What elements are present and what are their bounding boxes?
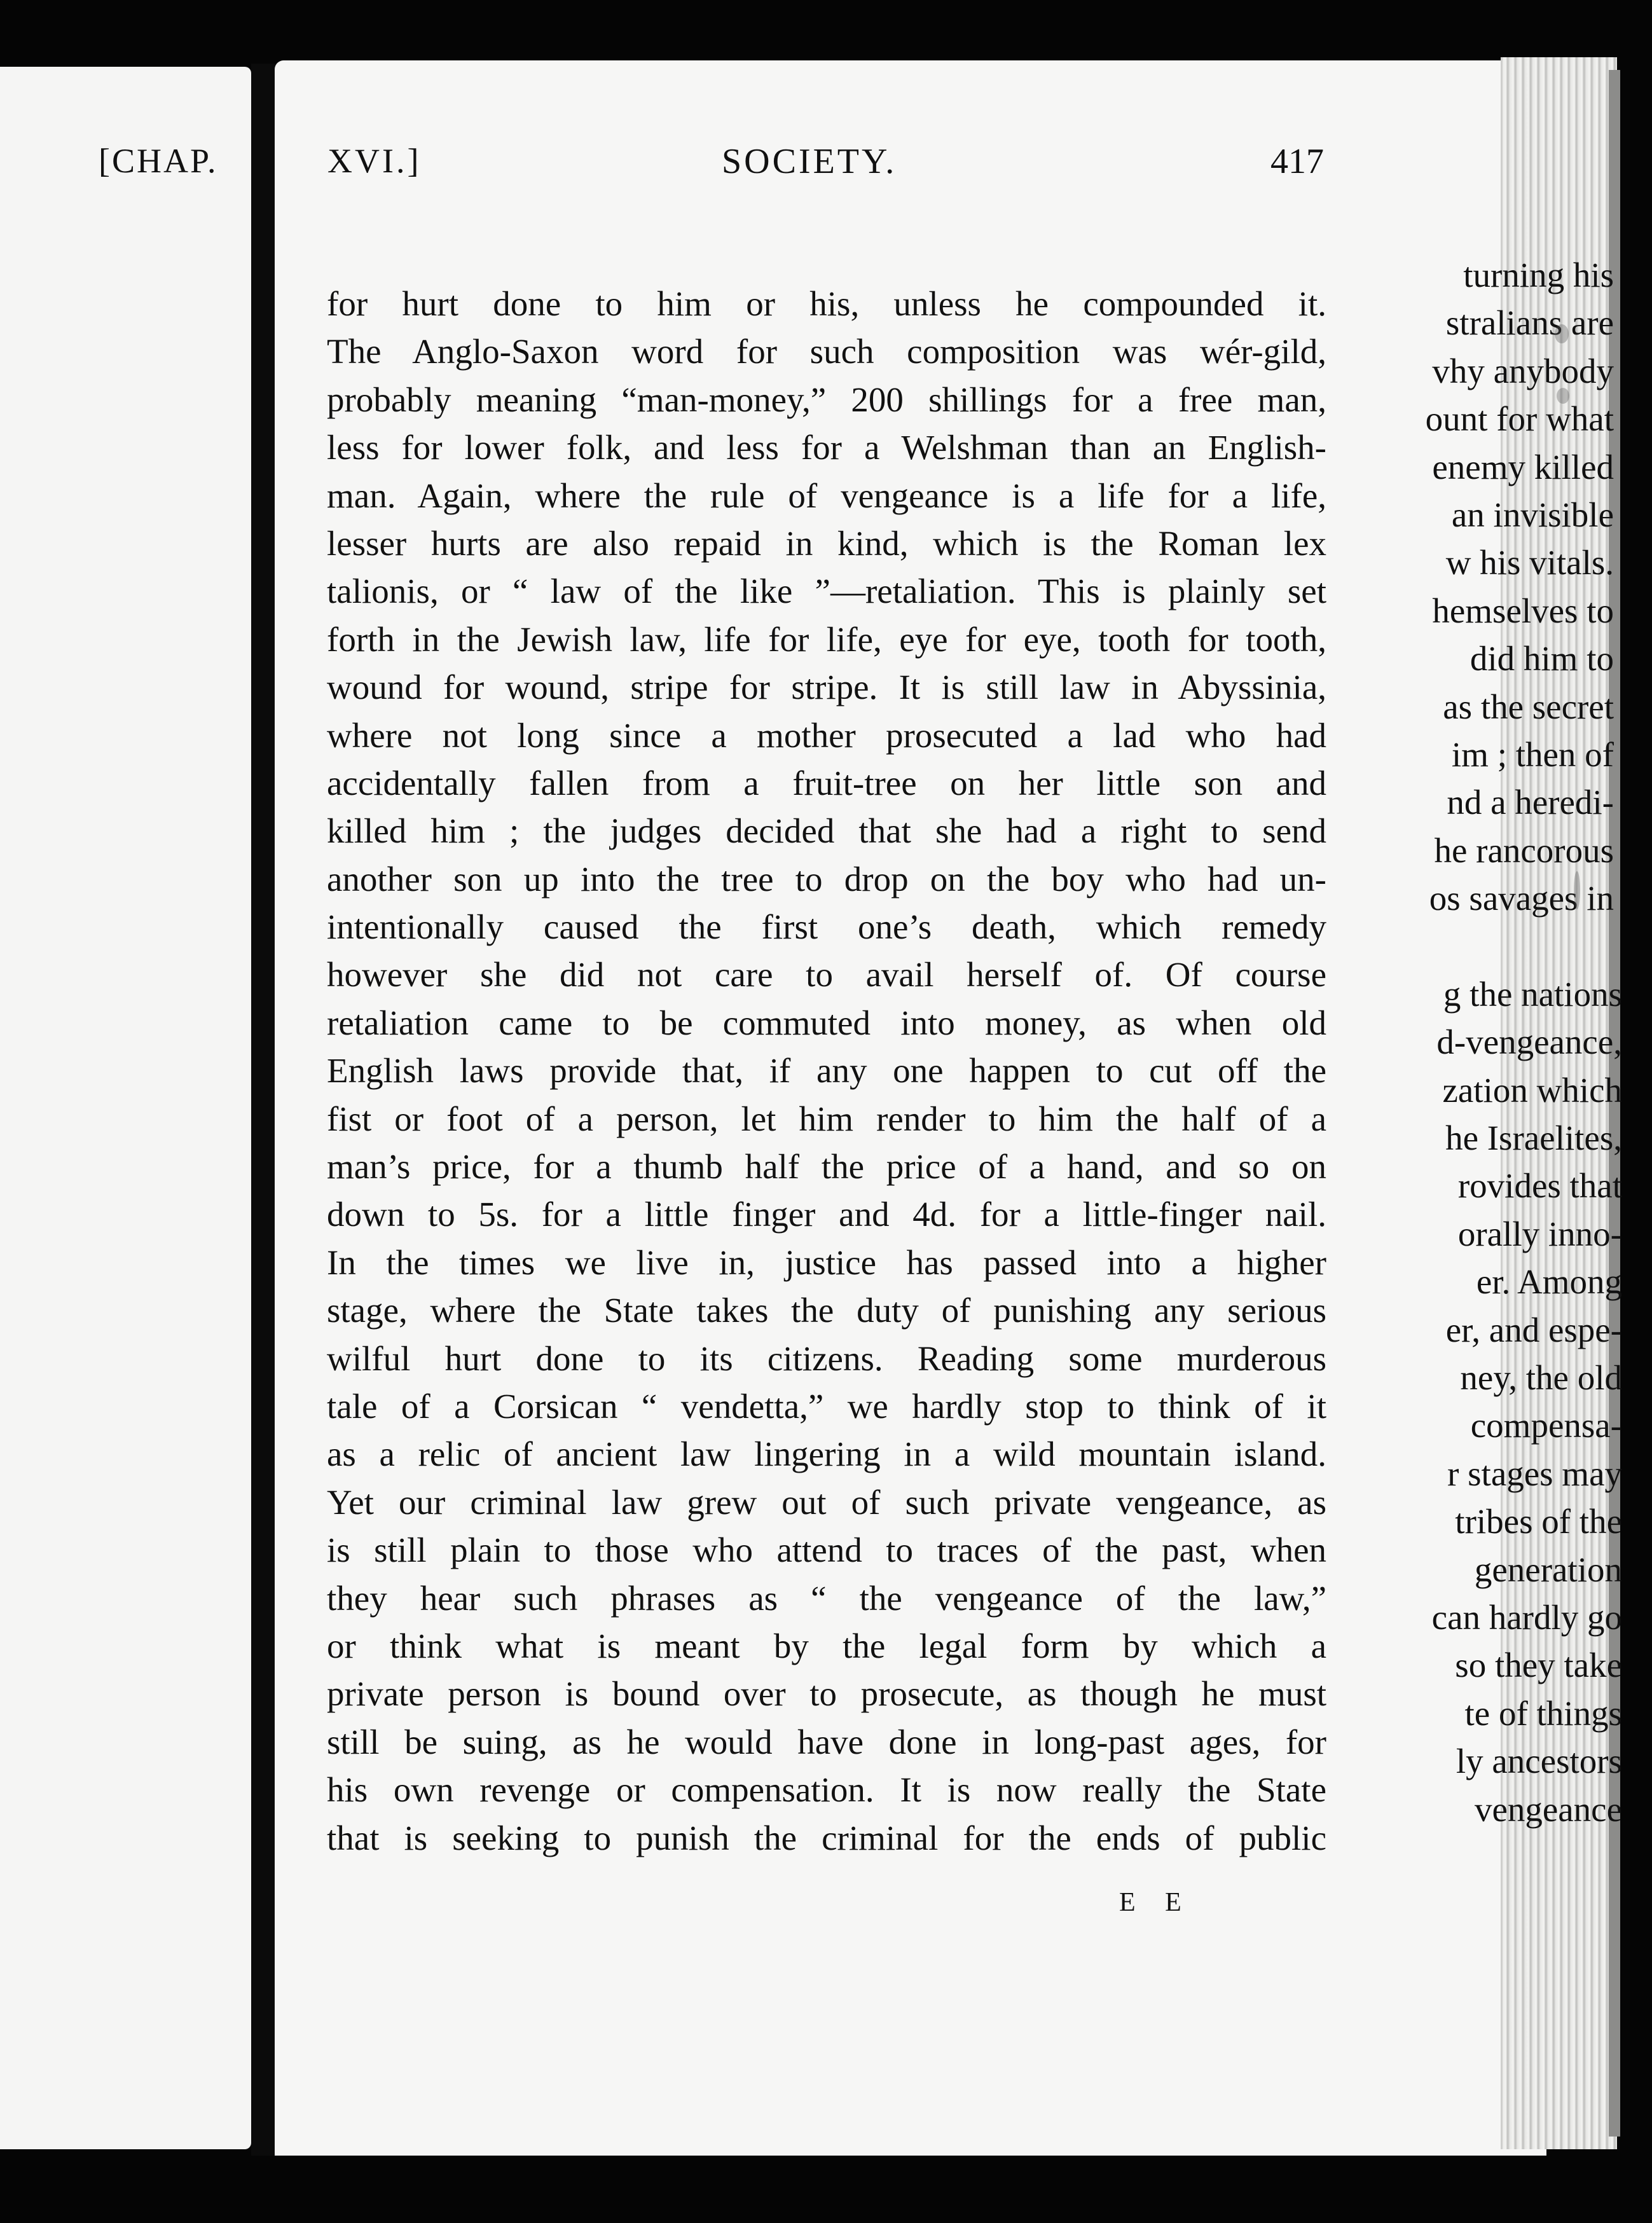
- left-text-line: orally inno-: [1457, 1214, 1622, 1253]
- text-line: Yet our criminal law grew out of such private vengeance, as: [327, 1482, 1326, 1522]
- text-line: lesser hurts are also repaid in kind, which is the Roman lex: [327, 523, 1326, 563]
- left-text-line: he rancorous: [1434, 830, 1614, 870]
- left-text-line: he Israelites,: [1445, 1118, 1622, 1158]
- left-text-line: [1426, 922, 1622, 970]
- text-line: another son up into the tree to drop on the boy who had un-: [327, 859, 1326, 898]
- left-text-line: im ; then of: [1451, 734, 1614, 774]
- left-text-line: nd a heredi-: [1447, 783, 1614, 822]
- left-running-head: [CHAP.: [99, 142, 218, 180]
- text-line: that is seeking to punish the criminal for the ends of public: [327, 1818, 1326, 1857]
- book-gutter: [251, 64, 277, 2156]
- text-line: his own revenge or compensation. It is now really the State: [327, 1770, 1326, 1810]
- left-text-line: did him to: [1470, 639, 1614, 678]
- text-line: as a relic of ancient law lingering in a wild mountain island.: [327, 1435, 1326, 1474]
- chapter-number: XVI.]: [327, 142, 422, 180]
- page-header: [0, 141, 1652, 192]
- text-line: for hurt done to him or his, unless he compounded it.: [327, 284, 1326, 323]
- left-text-line: ly ancestors: [1456, 1742, 1622, 1781]
- text-line: stage, where the State takes the duty of punishing any serious: [327, 1291, 1326, 1330]
- left-text-line: an invisible: [1451, 495, 1614, 534]
- left-text-line: ount for what: [1425, 399, 1614, 439]
- left-text-line: so they take: [1455, 1646, 1622, 1685]
- left-text-line: os savages in: [1429, 879, 1614, 918]
- left-text-line: turning his: [1463, 256, 1614, 294]
- left-text-line: as the secret: [1443, 687, 1614, 726]
- text-line: accidentally fallen from a fruit-tree on her little son and: [327, 763, 1326, 802]
- text-line: however she did not care to avail herself of. Of course: [327, 955, 1326, 995]
- text-line: private person is bound over to prosecute, as though he must: [327, 1674, 1326, 1714]
- text-line: wilful hurt done to its citizens. Reading some murderous: [327, 1339, 1326, 1378]
- text-line: talionis, or “ law of the like ”—retaliation. This is plainly set: [327, 572, 1326, 611]
- body-text: [327, 280, 1326, 1862]
- text-line: man. Again, where the rule of vengeance is a life for a life,: [327, 476, 1326, 515]
- text-line: killed him ; the judges decided that she had a right to send: [327, 811, 1326, 851]
- text-line: English laws provide that, if any one happen to cut off the: [327, 1051, 1326, 1091]
- left-text-line: d-vengeance,: [1436, 1022, 1622, 1062]
- text-line: man’s price, for a thumb half the price of a hand, and so on: [327, 1147, 1326, 1187]
- left-text-line: enemy killed: [1432, 447, 1614, 486]
- left-text-line: g the nations: [1443, 974, 1622, 1014]
- text-line: they hear such phrases as “ the vengeance of the law,”: [327, 1578, 1326, 1618]
- ink-smudge: [1557, 388, 1569, 404]
- text-line: less for lower folk, and less for a Welshman than an English-: [327, 428, 1326, 467]
- left-text-line: w his vitals.: [1445, 543, 1614, 582]
- left-text-line: r stages may: [1447, 1454, 1622, 1493]
- left-text-line: er, and espe-: [1445, 1310, 1622, 1349]
- text-line: probably meaning “man-money,” 200 shillings for a free man,: [327, 380, 1326, 419]
- left-text-line: stralians are: [1445, 303, 1614, 343]
- left-text-line: ney, the old: [1460, 1358, 1622, 1397]
- page-number: 417: [1270, 142, 1324, 181]
- text-line: retaliation came to be commuted into money, as when old: [327, 1003, 1326, 1042]
- text-line: forth in the Jewish law, life for life, eye for eye, tooth for tooth,: [327, 619, 1326, 659]
- text-line: still be suing, as he would have done in long-past ages, for: [327, 1722, 1326, 1761]
- left-text-line: can hardly go: [1431, 1597, 1622, 1637]
- left-text-line: vengeance: [1474, 1789, 1622, 1829]
- running-title: SOCIETY.: [722, 142, 897, 181]
- signature-mark: E E: [1119, 1888, 1193, 1917]
- left-text-line: zation which: [1442, 1070, 1622, 1110]
- text-line: is still plain to those who attend to traces of the past, when: [327, 1531, 1326, 1570]
- left-page-text: [1425, 251, 1622, 1833]
- text-line: wound for wound, stripe for stripe. It is still law in Abyssinia,: [327, 668, 1326, 707]
- text-line: tale of a Corsican “ vendetta,” we hardly stop to think of it: [327, 1386, 1326, 1426]
- left-text-line: compensa-: [1470, 1406, 1622, 1445]
- left-text-line: er. Among: [1476, 1262, 1622, 1302]
- left-page: [0, 67, 251, 2149]
- text-line: where not long since a mother prosecuted a lad who had: [327, 715, 1326, 755]
- text-line: In the times we live in, justice has passed into a higher: [327, 1242, 1326, 1282]
- left-text-line: rovides that: [1457, 1166, 1622, 1206]
- left-text-line: hemselves to: [1432, 591, 1614, 630]
- text-line: down to 5s. for a little finger and 4d. for a little-finger nail.: [327, 1195, 1326, 1234]
- ink-smudge: [1555, 324, 1569, 343]
- ink-smudge: [1574, 871, 1580, 909]
- left-text-line: te of things: [1464, 1693, 1622, 1733]
- text-line: The Anglo-Saxon word for such composition was wér-gild,: [327, 332, 1326, 371]
- text-line: or think what is meant by the legal form by which a: [327, 1626, 1326, 1665]
- text-line: intentionally caused the first one’s death, which remedy: [327, 907, 1326, 947]
- left-text-line: generation: [1474, 1550, 1622, 1589]
- text-line: fist or foot of a person, let him render to him the half of a: [327, 1099, 1326, 1138]
- left-text-line: tribes of the: [1455, 1502, 1622, 1541]
- left-text-line: vhy anybody: [1432, 351, 1614, 390]
